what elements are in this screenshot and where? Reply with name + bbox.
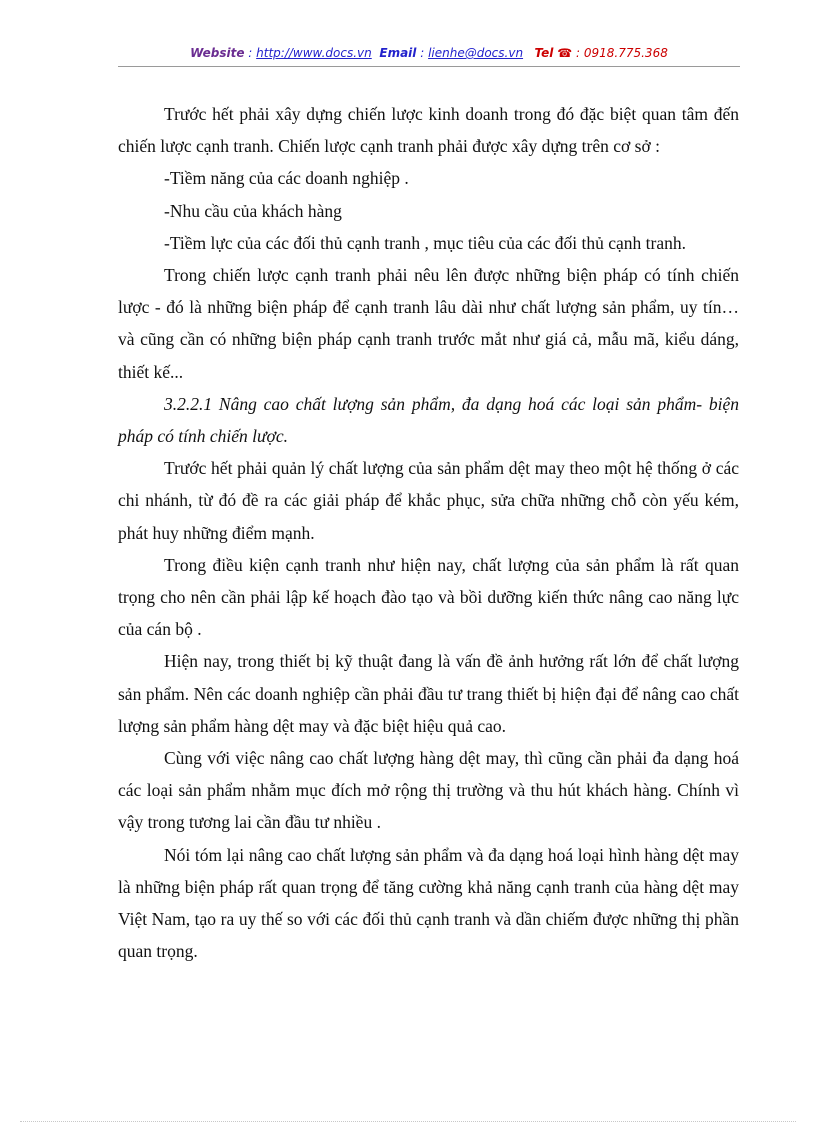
website-colon: : (244, 46, 257, 60)
email-label: Email (379, 46, 417, 60)
paragraph: Hiện nay, trong thiết bị kỹ thuật đang là vấn đề ảnh hưởng rất lớn để chất lượng sản phẩm. Nên các doanh nghiệp cần phải đầu tư trang thiết bị hiện đại để nâng cao chất lượng sản phẩm hàng dệt may và đặc biệt hiệu quả cao. (118, 651, 739, 736)
page-header (118, 46, 740, 68)
paragraph: Trước hết phải quản lý chất lượng của sản phẩm dệt may theo một hệ thống ở các chi nhánh, từ đó đề ra các giải pháp để khắc phục, sửa chữa những chỗ còn yếu kém, phát huy những điểm mạnh. (118, 458, 739, 543)
tel-value: : 0918.775.368 (572, 46, 668, 60)
paragraph: Nói tóm lại nâng cao chất lượng sản phẩm và đa dạng hoá loại hình hàng dệt may là những biện pháp rất quan trọng để tăng cường khả năng cạnh tranh của hàng dệt may Việt Nam, tạo ra uy thế so với các đối thủ cạnh tranh và dần chiếm được những thị phần quan trọng. (118, 844, 739, 962)
paragraph: Cùng với việc nâng cao chất lượng hàng dệt may, thì cũng cần phải đa dạng hoá các loại sản phẩm nhằm mục đích mở rộng thị trường và thu hút khách hàng. Chính vì vậy trong tương lai cần đầu tư nhiều . (118, 748, 739, 833)
website-link[interactable]: http://www.docs.vn (256, 46, 372, 60)
footer-divider (20, 1121, 796, 1122)
document-body (118, 98, 739, 967)
tel-label: Tel (534, 46, 554, 60)
email-colon: : (416, 46, 429, 60)
website-label: Website (190, 46, 245, 60)
section-heading: 3.2.2.1 Nâng cao chất lượng sản phẩm, đa dạng hoá các loại sản phẩm- biện pháp có tính chiến lược. (118, 393, 739, 447)
list-item: -Tiềm lực của các đối thủ cạnh tranh , mục tiêu của các đối thủ cạnh tranh. (164, 232, 686, 253)
paragraph: Trong chiến lược cạnh tranh phải nêu lên được những biện pháp có tính chiến lược - đó là những biện pháp để cạnh tranh lâu dài như chất lượng sản phẩm, uy tín… và cũng cần có những biện pháp cạnh tranh trước mắt như giá cả, mẫu mã, kiểu dáng, thiết kế... (118, 265, 739, 382)
header-divider (118, 66, 740, 67)
email-link[interactable]: lienhe@docs.vn (428, 46, 524, 60)
list-item: -Tiềm năng của các doanh nghiệp . (164, 168, 409, 189)
paragraph: Trước hết phải xây dựng chiến lược kinh doanh trong đó đặc biệt quan tâm đến chiến lược cạnh tranh. Chiến lược cạnh tranh phải được xây dựng trên cơ sở : (118, 104, 739, 157)
phone-icon: ☎ (557, 46, 573, 60)
list-item: -Nhu cầu của khách hàng (164, 200, 342, 221)
paragraph: Trong điều kiện cạnh tranh như hiện nay, chất lượng của sản phẩm là rất quan trọng cho nên cần phải lập kế hoạch đào tạo và bồi dưỡng kiến thức nâng cao năng lực của cán bộ . (118, 554, 739, 640)
